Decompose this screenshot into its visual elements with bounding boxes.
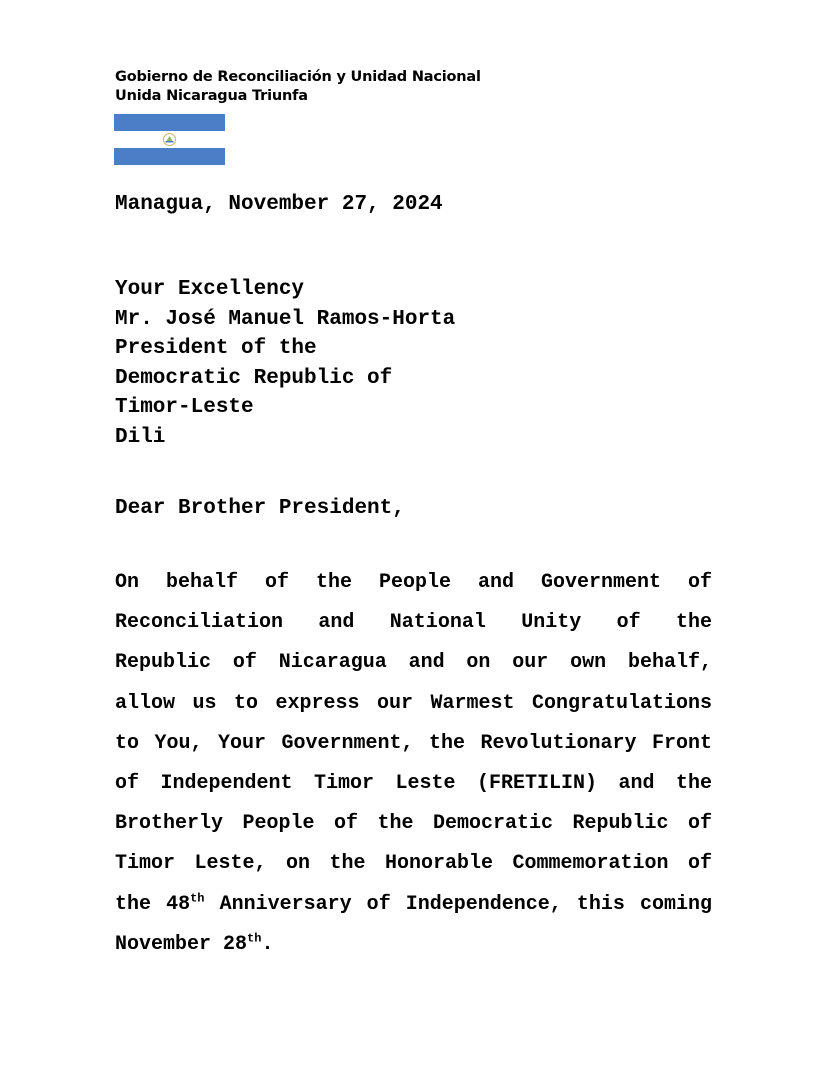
body-text-segment: Anniversary of Independence, this coming <box>204 892 712 916</box>
body-text-segment: . <box>261 932 274 956</box>
body-text-segment: the 48 <box>115 892 191 916</box>
body-line <box>115 885 712 925</box>
body-line: Timor Leste, on the Honorable Commemoration of <box>115 852 712 876</box>
body-line: On behalf of the People and Government of <box>115 571 712 594</box>
body-line: of Independent Timor Leste (FRETILIN) and the <box>115 772 712 796</box>
flag-bottom-stripe <box>114 148 225 165</box>
letter-date: Managua, November 27, 2024 <box>115 193 443 216</box>
nicaragua-flag-icon <box>114 114 225 165</box>
body-line: to You, Your Government, the Revolutionary Front <box>115 731 712 755</box>
addressee-line: Mr. José Manuel Ramos-Horta <box>115 307 456 331</box>
letterhead-government-name: Gobierno de Reconciliación y Unidad Nacional <box>115 69 481 85</box>
salutation: Dear Brother President, <box>115 497 405 520</box>
body-line <box>115 925 712 965</box>
addressee-line: Dili <box>115 425 166 449</box>
letter-body <box>115 563 712 965</box>
addressee-line: Democratic Republic of <box>115 366 393 390</box>
letterhead <box>115 68 481 106</box>
flag-top-stripe <box>114 114 225 131</box>
body-line: allow us to express our Warmest Congratulations <box>115 691 712 715</box>
addressee-line: Your Excellency <box>115 278 305 301</box>
body-line: Brotherly People of the Democratic Republic of <box>115 812 712 836</box>
ordinal-suffix: th <box>190 890 205 905</box>
body-text-segment: November 28 <box>115 932 248 956</box>
addressee-block <box>115 275 455 452</box>
addressee-line: Timor-Leste <box>115 396 254 419</box>
body-line: Reconciliation and National Unity of the <box>115 611 712 635</box>
addressee-line: President of the <box>115 337 317 360</box>
body-line: Republic of Nicaragua and on our own behalf, <box>115 651 712 675</box>
ordinal-suffix: th <box>247 931 262 946</box>
letterhead-motto: Unida Nicaragua Triunfa <box>115 88 308 104</box>
